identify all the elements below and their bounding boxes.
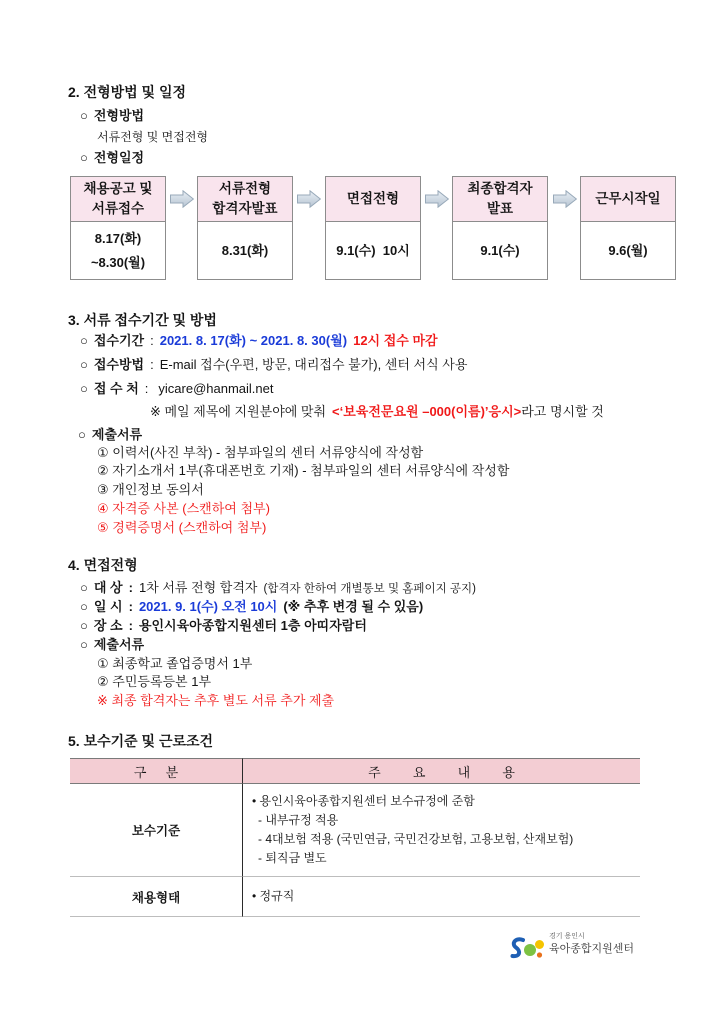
period-dates: 2021. 8. 17(화) ~ 2021. 8. 30(월) [159,333,348,348]
method-text: E-mail 접수(우편, 방문, 대리접수 불가), 센터 서식 사용 [159,357,468,372]
note-suffix: 라고 명시할 것 [521,404,604,419]
content-line: • 용인시육아종합지원센터 보수규정에 준함 [252,794,475,808]
step-title [198,177,292,222]
step-title-line: 서류전형 [218,181,272,196]
target-note: (합격자 한하여 개별통보 및 홈페이지 공지) [263,583,476,595]
bullet-circle: ○ [80,150,88,165]
arrow-right-icon [553,190,577,208]
documents-label: 제출서류 [91,427,143,442]
step-title [326,177,420,222]
list-item: ⑤ 경력증명서 (스캔하여 첨부) [97,520,267,535]
step-date-line: 9.6(월) [608,242,648,258]
step-date [326,222,420,279]
place-separator: : [128,618,133,633]
application-period-row [80,332,438,350]
table-row-content-employment [243,877,640,917]
target-separator: : [128,580,133,595]
period-label: 접수기간 [93,333,145,348]
bullet-circle: ○ [80,637,88,652]
schedule-step-document-result [197,176,293,280]
step-title-line: 발표 [486,201,514,216]
method-text: 서류전형 및 면접전형 [97,130,208,144]
section-2-heading: 2. 전형방법 및 일정 [68,84,187,100]
bullet-circle: ○ [80,580,88,595]
arrow-right-icon [297,190,321,208]
place-separator: : [144,381,149,396]
schedule-step-final-result [452,176,548,280]
section-5-heading: 5. 보수기준 및 근로조건 [68,733,214,749]
step-title-line: 면접전형 [346,191,400,206]
step-date-line: 8.31(화) [221,242,269,258]
step-title-line: 합격자발표 [212,201,278,216]
target-label: 대 상 [93,580,123,595]
bullet-circle: ○ [80,333,88,348]
bullet-circle: ○ [80,108,88,123]
arrow-right-icon [170,190,194,208]
bullet-circle: ○ [80,618,88,633]
step-date [453,222,547,279]
documents-row [78,426,142,444]
interview-target-row [80,579,476,597]
contact-email: yicare@hanmail.net [158,381,274,396]
documents-label: 제출서류 [93,637,145,652]
list-item: ① 최종학교 졸업증명서 1부 [97,656,253,671]
logo-region-text: 경기 용인시 [549,933,585,940]
step-title [453,177,547,222]
note-prefix: ※ 메일 제목에 지원분야에 맞춰 [150,404,327,419]
interview-place-row [80,617,367,635]
schedule-step-announcement [70,176,166,280]
arrow-right-icon [425,190,449,208]
target-text: 1차 서류 전형 합격자 [138,580,258,595]
datetime-label: 일 시 [93,599,123,614]
step-date-line: 9.1(수) [480,242,520,258]
application-place-row [80,380,273,398]
method-label: 전형방법 [93,108,145,123]
datetime-note: (※ 추후 변경 될 수 있음) [283,599,424,614]
method-separator: : [150,357,154,372]
content-line: - 퇴직금 별도 [258,851,327,865]
step-title-line: 채용공고 및 [83,181,153,196]
table-header-details: 주 요 내 용 [243,758,640,784]
step-title-line: 서류접수 [91,201,145,216]
section-3-heading: 3. 서류 접수기간 및 방법 [68,312,217,328]
final-documents-note: ※ 최종 합격자는 추후 별도 서류 추가 제출 [97,693,335,708]
period-deadline: 12시 접수 마감 [353,333,438,348]
logo-name-text: 육아종합지원센터 [549,943,635,955]
datetime-value: 2021. 9. 1(수) 오전 10시 [138,599,278,614]
schedule-step-interview [325,176,421,280]
place-label: 장 소 [93,618,123,633]
bullet-circle: ○ [80,357,88,372]
schedule-row [80,149,144,167]
content-line: • 정규직 [252,889,295,903]
step-title [71,177,165,222]
schedule-step-start-work [580,176,676,280]
list-item: ① 이력서(사진 부착) - 첨부파일의 센터 서류양식에 작성함 [97,445,424,460]
step-date [71,222,165,279]
interview-datetime-row [80,598,423,616]
final-documents-row [80,636,144,654]
step-date-line: 9.1(수) 10시 [336,242,410,258]
bullet-circle: ○ [80,381,88,396]
table-header-category: 구 분 [70,758,243,784]
content-line: - 내부규정 적용 [258,813,339,827]
step-title-line: 근무시작일 [595,191,661,206]
application-method-row [80,356,467,374]
step-title-line: 최종합격자 [467,181,533,196]
list-item: ③ 개인정보 동의서 [97,482,204,497]
schedule-label: 전형일정 [93,150,145,165]
table-row-content-salary [243,784,640,877]
period-separator: : [150,333,154,348]
method-label: 접수방법 [93,357,145,372]
step-date [581,222,675,279]
method-row [80,107,144,125]
center-logo-mark-icon [508,935,546,961]
bullet-circle: ○ [80,599,88,614]
step-date [198,222,292,279]
place-label: 접 수 처 [93,381,139,396]
place-value: 용인시육아종합지원센터 1층 아띠자람터 [138,618,367,633]
step-title [581,177,675,222]
salary-conditions-table [70,758,640,917]
list-item: ④ 자격증 사본 (스캔하여 첨부) [97,501,270,516]
center-logo [508,931,640,963]
bullet-circle: ○ [78,427,86,442]
table-row-label-employment: 채용형태 [70,877,243,917]
table-row-label-salary: 보수기준 [70,784,243,877]
step-date-line: ~8.30(월) [90,254,146,270]
note-highlight: <‘보육전문요원 –000(이름)’응시> [332,404,522,419]
content-line: - 4대보험 적용 (국민연금, 국민건강보험, 고용보험, 산재보험) [258,832,574,846]
step-date-line: 8.17(화) [94,230,142,246]
mail-subject-note [150,403,604,421]
datetime-separator: : [128,599,133,614]
list-item: ② 자기소개서 1부(휴대폰번호 기재) - 첨부파일의 센터 서류양식에 작성함 [97,463,510,478]
list-item: ② 주민등록등본 1부 [97,674,212,689]
section-4-heading: 4. 면접전형 [68,557,138,573]
